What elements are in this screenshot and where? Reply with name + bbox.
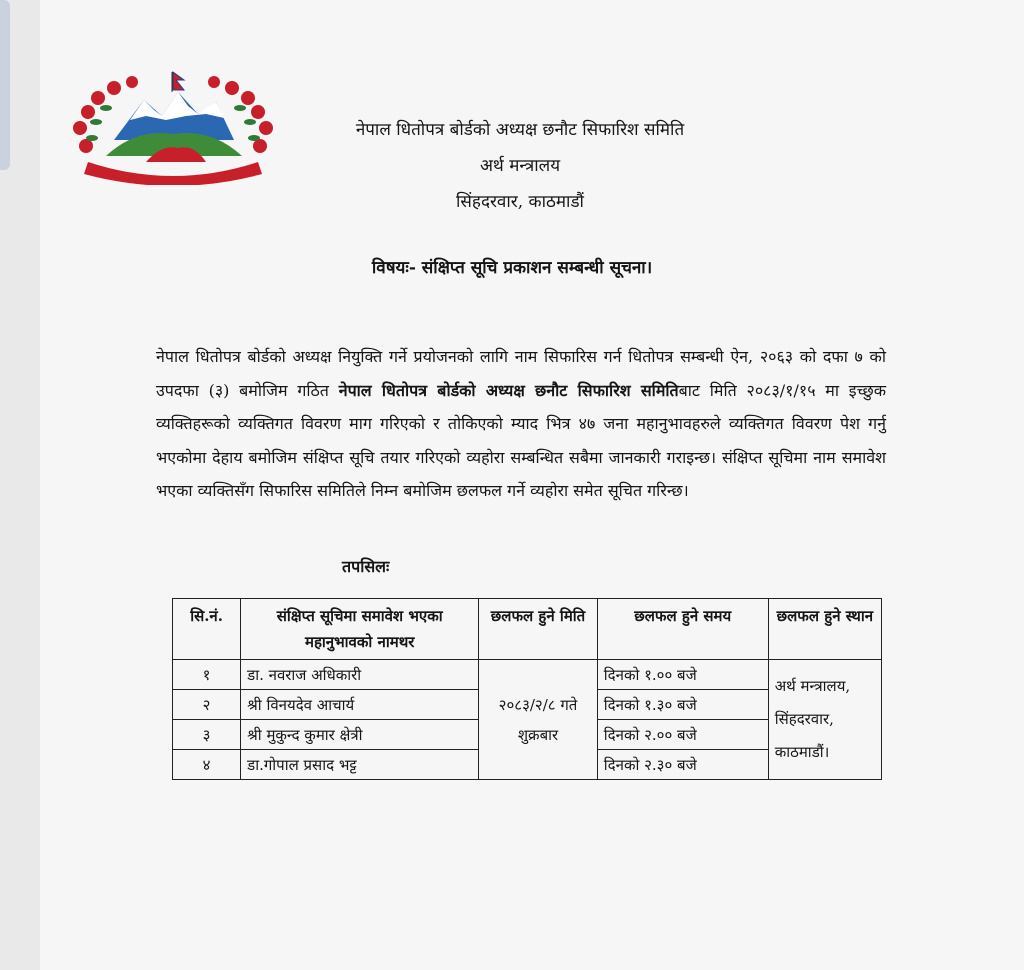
row-name: डा.गोपाल प्रसाद भट्ट: [241, 750, 479, 780]
row-time: दिनको २.०० बजे: [597, 720, 768, 750]
body-text-part2: बाट मिति २०८३/१/१५ मा इच्छुक व्यक्तिहरूको व्यक्तिगत विवरण माग गरिएको र तोकिएको म्याद भित्र ४७ जना महानुभावहरुले व्यक्तिगत विवरण पेश गर्नु भएकोमा देहाय बमोजिम संक्षिप्त सूचि तयार गरिएको व्यहोरा सम्बन्धित सबैमा जानकारी गराइन्छ। संक्षिप्त सूचिमा नाम समावेश भएका व्यक्तिसँग सिफारिस समितिले निम्न बमोजिम छलफल गर्ने व्यहोरा समेत सूचित गरिन्छ।: [156, 380, 886, 501]
office-address: सिंहदरवार, काठमाडौं: [456, 192, 584, 212]
table-header-row: [173, 599, 882, 660]
row-time: दिनको १.३० बजे: [597, 690, 768, 720]
header-name: संक्षिप्त सूचिमा समावेश भएका महानुभावको नामथर: [241, 599, 479, 660]
committee-name: नेपाल धितोपत्र बोर्डको अध्यक्ष छनौट सिफारिश समिति: [355, 120, 685, 140]
body-text-part1: नेपाल धितोपत्र बोर्डको अध्यक्ष नियुक्ति गर्ने प्रयोजनको लागि नाम सिफारिस गर्न धितोपत्र सम्बन्धी ऐन, २०६३ को दफा ७ को उपदफा (३) बमोजिम गठित: [156, 347, 886, 400]
row-time: दिनको २.३० बजे: [597, 750, 768, 780]
discussion-date: २०८३/२/८ गते शुक्रबार: [479, 660, 598, 780]
body-text-committee: नेपाल धितोपत्र बोर्डको अध्यक्ष छनौट सिफारिश समिति: [338, 380, 679, 400]
row-name: डा. नवराज अधिकारी: [241, 660, 479, 690]
header-place: छलफल हुने स्थान: [768, 599, 881, 660]
notice-body: [156, 340, 886, 508]
row-time: दिनको १.०० बजे: [597, 660, 768, 690]
schedule-table: [172, 598, 882, 780]
row-sn: ३: [173, 720, 241, 750]
table-row: [173, 660, 882, 690]
row-name: श्री मुकुन्द कुमार क्षेत्री: [241, 720, 479, 750]
schedule-label: तपसिलः: [342, 557, 390, 576]
nepal-emblem-icon: [66, 70, 280, 185]
office-header: [300, 112, 740, 220]
ministry-name: अर्थ मन्त्रालय: [479, 156, 561, 176]
header-time: छलफल हुने समय: [597, 599, 768, 660]
row-name: श्री विनयदेव आचार्य: [241, 690, 479, 720]
row-sn: ४: [173, 750, 241, 780]
discussion-place: अर्थ मन्त्रालय, सिंहदरवार, काठमाडौं।: [768, 660, 881, 780]
header-sn: सि.नं.: [173, 599, 241, 660]
row-sn: १: [173, 660, 241, 690]
row-sn: २: [173, 690, 241, 720]
header-date: छलफल हुने मिति: [479, 599, 598, 660]
left-edge-tab: [0, 0, 10, 170]
notice-subject: विषयः- संक्षिप्त सूचि प्रकाशन सम्बन्धी सूचना।: [371, 258, 653, 278]
